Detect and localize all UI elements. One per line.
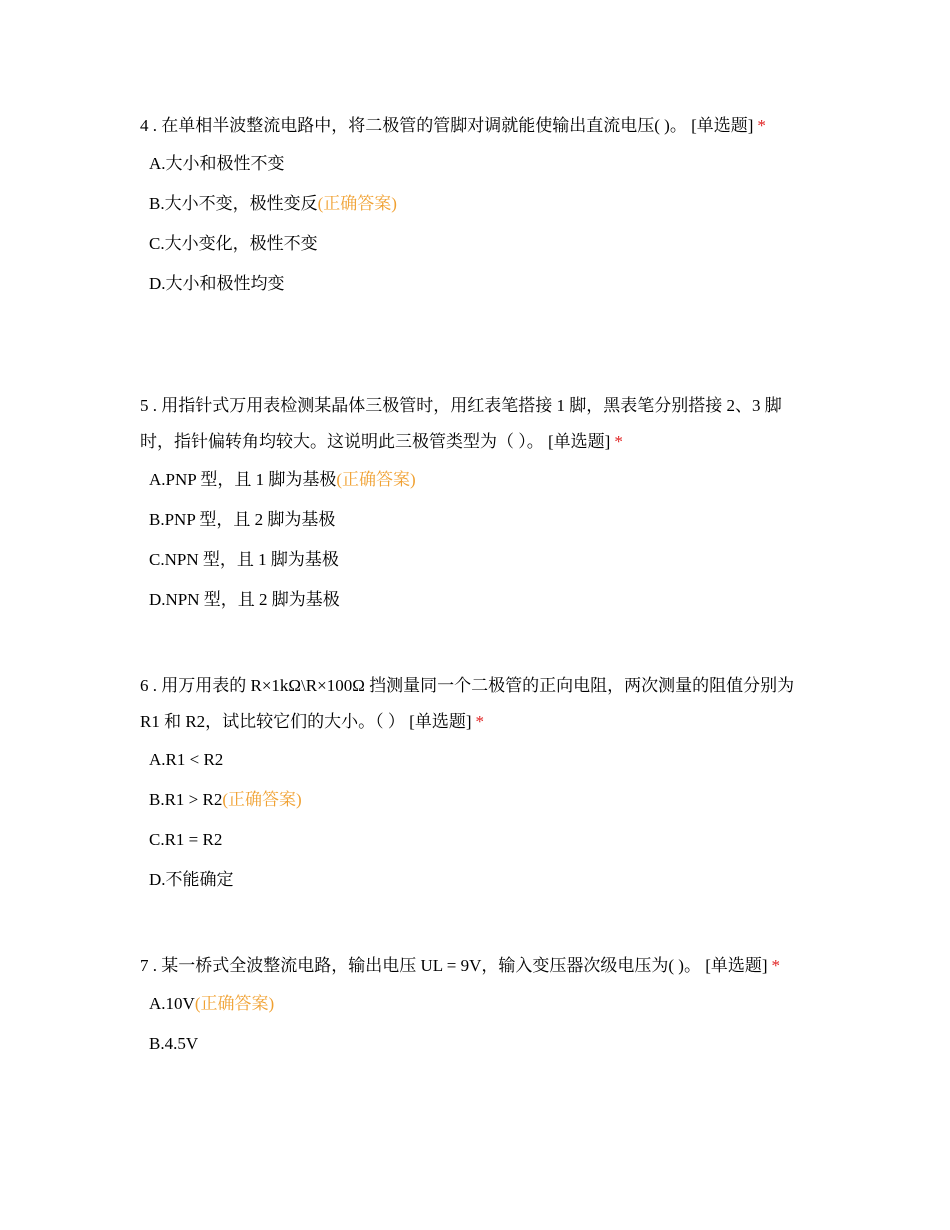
option-label: D.NPN 型，且 2 脚为基极 [149,590,340,609]
option-label: B.4.5V [149,1034,199,1053]
option-label: D.不能确定 [149,870,234,889]
required-mark: * [771,956,781,975]
option-list [140,154,805,314]
question-text: 4 . 在单相半波整流电路中，将二极管的管脚对调就能使输出直流电压( )。 [单选题] [140,116,754,135]
option-list [140,994,805,1074]
option-d [140,590,805,630]
option-c [140,550,805,590]
option-label: D.大小和极性均变 [149,274,285,293]
question-stem [140,108,805,144]
question-4 [140,108,805,314]
required-mark: * [757,116,766,135]
question-text: 5 . 用指针式万用表检测某晶体三极管时，用红表笔搭接 1 脚，黑表笔分别搭接 2、3 脚时，指针偏转角均较大。这说明此三极管类型为（ ）。 [单选题] [140,396,782,451]
option-c [140,830,805,870]
option-label: A.R1 < R2 [149,750,224,769]
question-5 [140,388,805,630]
answer-tag: (正确答案) [194,994,275,1013]
answer-tag: (正确答案) [317,194,397,213]
option-label: C.大小变化，极性不变 [149,234,318,253]
option-a [140,750,805,790]
option-d [140,274,805,314]
option-a [140,994,805,1034]
option-a [140,470,805,510]
required-mark: * [475,712,484,731]
option-label: B.R1 > R2 [149,790,223,809]
option-b [140,1034,805,1074]
answer-tag: (正确答案) [336,470,416,489]
question-stem [140,948,805,984]
option-label: B.PNP 型，且 2 脚为基极 [149,510,336,529]
option-b [140,790,805,830]
option-d [140,870,805,910]
option-b [140,510,805,550]
option-label: C.R1 = R2 [149,830,223,849]
question-6 [140,668,805,910]
question-text: 7 . 某一桥式全波整流电路，输出电压 UL = 9V，输入变压器次级电压为( )。 [单选题] [140,956,768,975]
option-label: B.大小不变，极性变反 [149,194,318,213]
option-list [140,750,805,910]
question-stem [140,388,805,460]
option-label: C.NPN 型，且 1 脚为基极 [149,550,339,569]
answer-tag: (正确答案) [222,790,302,809]
option-a [140,154,805,194]
option-c [140,234,805,274]
option-label: A.10V [149,994,195,1013]
option-label: A.大小和极性不变 [149,154,285,173]
question-7 [140,948,805,1074]
option-list [140,470,805,630]
question-stem [140,668,805,740]
option-b [140,194,805,234]
option-label: A.PNP 型，且 1 脚为基极 [149,470,337,489]
question-text: 6 . 用万用表的 R×1kΩ\R×100Ω 挡测量同一个二极管的正向电阻，两次测量的阻值分别为 R1 和 R2，试比较它们的大小。（ ） [单选题] [140,676,795,731]
required-mark: * [614,432,623,451]
